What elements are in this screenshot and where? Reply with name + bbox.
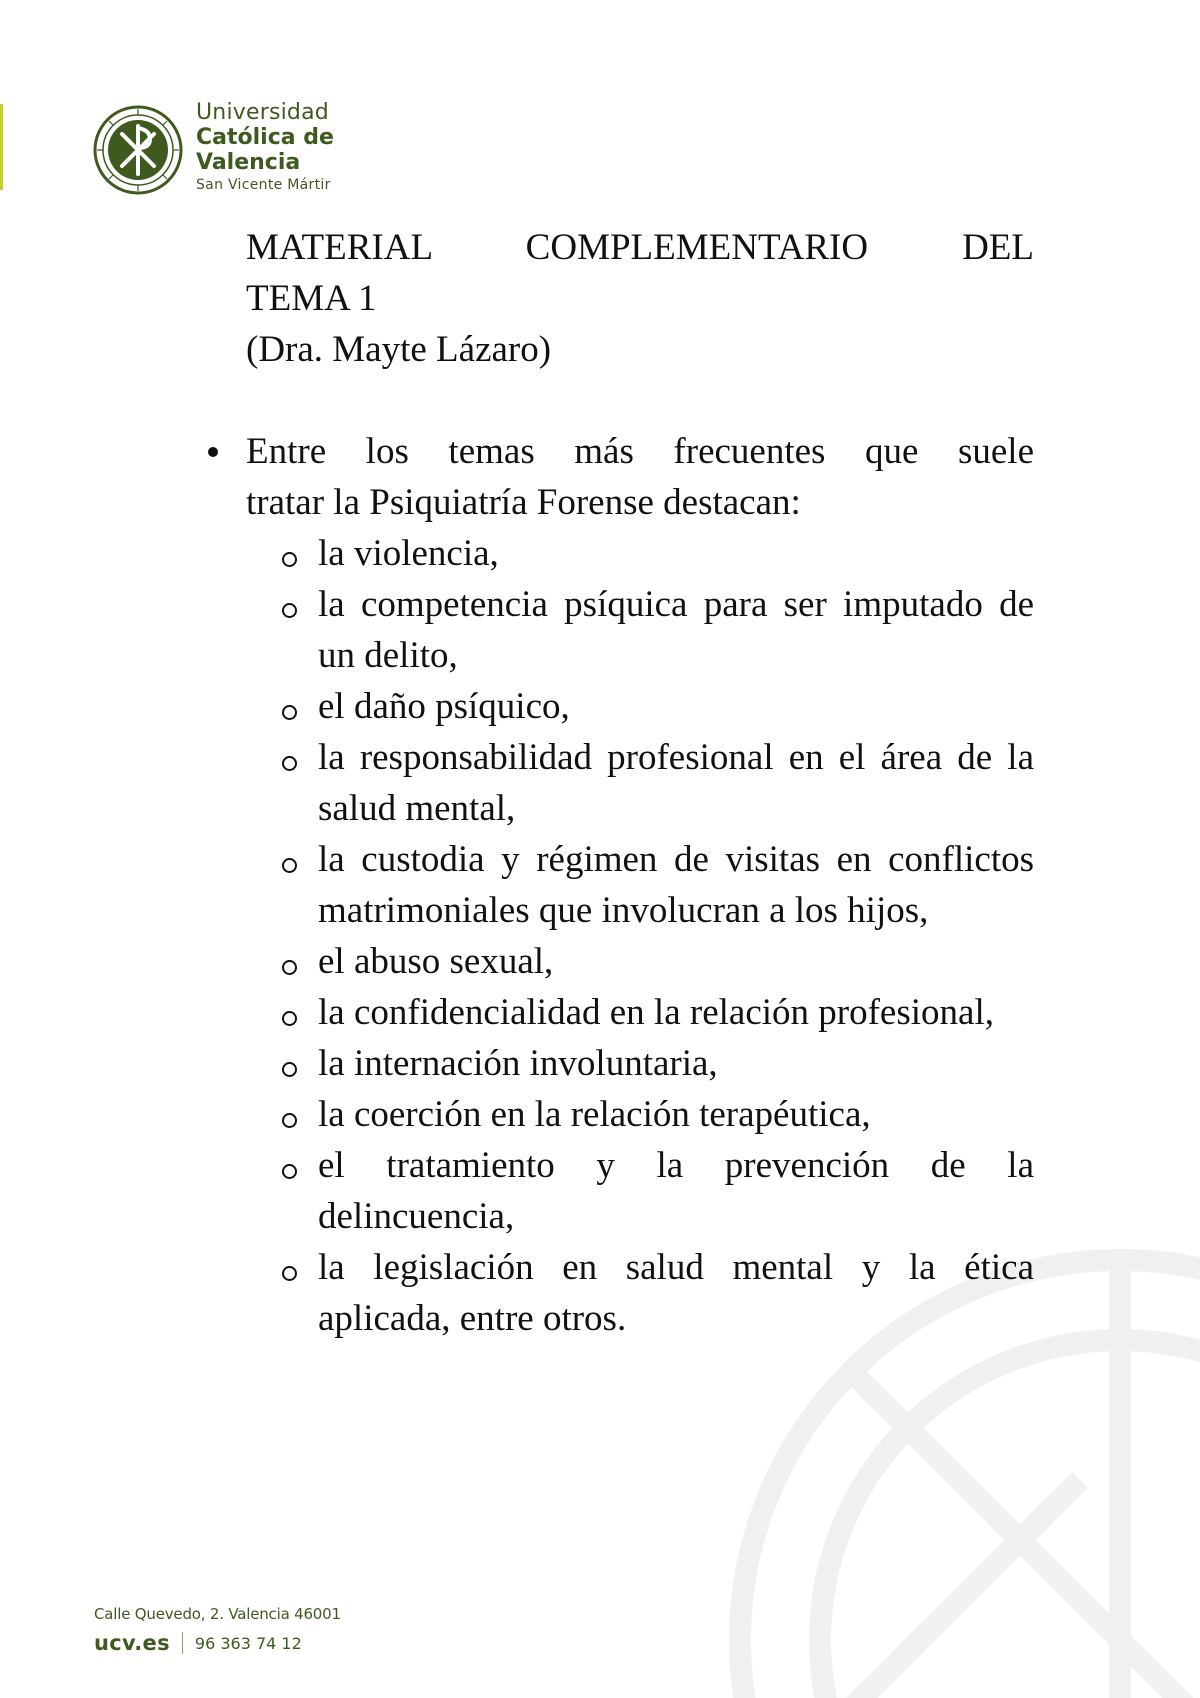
bullet-dot-icon: [208, 447, 218, 457]
list-item: la competencia psíquica para ser imputado de un delito,: [318, 579, 1034, 681]
logo-line-4: San Vicente Mártir: [196, 177, 331, 193]
footer-phone: 96 363 74 12: [194, 1633, 302, 1653]
bullet-text-line-2: tratar la Psiquiatría Forense destacan:: [246, 482, 801, 523]
document-title-line-1: MATERIAL COMPLEMENTARIO DEL: [246, 227, 1034, 268]
footer-address: Calle Quevedo, 2. Valencia 46001: [94, 1605, 341, 1623]
list-item: la legislación en salud mental y la ética aplicada, entre otros.: [318, 1242, 1034, 1344]
circle-bullet-icon: [282, 603, 297, 618]
logo-line-3: Valencia: [196, 150, 301, 175]
footer-website-link[interactable]: ucv.es: [94, 1631, 170, 1655]
footer-contact: [94, 1631, 341, 1655]
main-bullet: [246, 426, 1034, 528]
circle-bullet-icon: [282, 756, 297, 771]
university-logo: [92, 100, 352, 196]
accent-bar: [0, 104, 3, 190]
list-item: el tratamiento y la prevención de la delincuencia,: [318, 1140, 1034, 1242]
list-item: el abuso sexual,: [318, 936, 1034, 987]
circle-bullet-icon: [282, 1266, 297, 1281]
circle-bullet-icon: [282, 960, 297, 975]
list-item: la internación involuntaria,: [318, 1038, 1034, 1089]
logo-text: [196, 102, 334, 192]
bullet-text-line-1: Entre los temas más frecuentes que suele: [246, 431, 1034, 472]
list-item: la coerción en la relación terapéutica,: [318, 1089, 1034, 1140]
circle-bullet-icon: [282, 1113, 297, 1128]
list-item: la violencia,: [318, 528, 1034, 579]
list-item: la confidencialidad en la relación profesional,: [318, 987, 1034, 1038]
footer-divider: [182, 1632, 183, 1654]
university-seal-icon: [92, 104, 184, 196]
document-title-line-2: TEMA 1: [246, 278, 377, 319]
circle-bullet-icon: [282, 1062, 297, 1077]
circle-bullet-icon: [282, 1164, 297, 1179]
list-item: la responsabilidad profesional en el área de la salud mental,: [318, 732, 1034, 834]
page-footer: [94, 1605, 341, 1655]
list-item: la custodia y régimen de visitas en conflictos matrimoniales que involucran a los hijos,: [318, 834, 1034, 936]
topics-list: [318, 528, 1034, 1344]
circle-bullet-icon: [282, 705, 297, 720]
circle-bullet-icon: [282, 1011, 297, 1026]
list-item: el daño psíquico,: [318, 681, 1034, 732]
circle-bullet-icon: [282, 552, 297, 567]
logo-line-2: Católica de: [196, 125, 334, 150]
document-body: [246, 222, 1034, 1344]
document-author: (Dra. Mayte Lázaro): [246, 329, 552, 370]
circle-bullet-icon: [282, 858, 297, 873]
logo-line-1: Universidad: [196, 100, 329, 125]
